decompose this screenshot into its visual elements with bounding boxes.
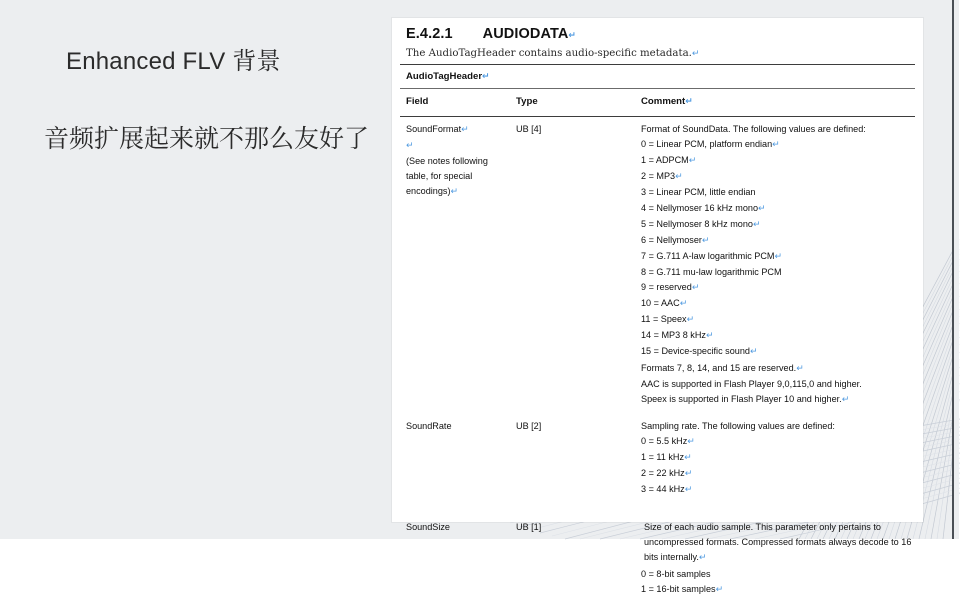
pilcrow-icon: ↵ bbox=[568, 31, 577, 41]
slide-subtitle: 音频扩展起来就不那么友好了 bbox=[44, 124, 370, 153]
pilcrow-icon: ↵ bbox=[684, 485, 693, 496]
table-header-row bbox=[400, 89, 915, 116]
pilcrow-icon: ↵ bbox=[406, 141, 414, 152]
pilcrow-icon: ↵ bbox=[752, 219, 761, 230]
cell-field: SoundRate bbox=[406, 420, 452, 431]
doc-intro-text bbox=[400, 48, 915, 64]
pilcrow-icon: ↵ bbox=[796, 363, 804, 374]
doc-section-title: AUDIODATA bbox=[482, 26, 569, 42]
cell-comment: Size of each audio sample. This parameter only pertains to uncompressed formats. Compressed formats always decode to 16 bits internally.↵ 0 = 8-bit samples 1 = 16-bit samples↵ bbox=[641, 522, 912, 595]
spec-document-panel bbox=[392, 18, 923, 595]
pilcrow-icon: ↵ bbox=[684, 452, 692, 463]
pilcrow-icon: ↵ bbox=[684, 469, 693, 480]
page-title: Enhanced FLV 背景 bbox=[66, 48, 281, 75]
pilcrow-icon: ↵ bbox=[758, 203, 766, 214]
pilcrow-icon: ↵ bbox=[687, 436, 695, 447]
pilcrow-icon: ↵ bbox=[701, 235, 710, 246]
cell-type: UB [2] bbox=[516, 420, 542, 431]
pilcrow-icon: ↵ bbox=[688, 156, 697, 167]
table-row bbox=[400, 515, 915, 603]
column-header-type: Type bbox=[516, 96, 538, 107]
cell-comment: Sampling rate. The following values are defined: 0 = 5.5 kHz↵ 1 = 11 kHz↵ 2 = 22 kHz↵ 3 = 44 kHz↵ bbox=[641, 420, 835, 496]
cell-comment: Format of SoundData. The following values are defined: 0 = Linear PCM, platform endian↵ 1 = ADPCM↵ 2 = MP3↵ 3 = Linear PCM, little endian 4 = Nellymoser 16 kHz mono↵ 5 = Nellymoser 8 kHz mono↵ 6 = Nellymoser↵ 7 = G.711 A-law logarithmic PCM↵ 8 = G.711 mu-law logarithmic PCM 9 = reserved↵ 10 = AAC↵ 11 = Speex↵ 14 = MP3 8 kHz↵ 15 = Device-specific sound↵ Formats 7, 8, 14, and 15 are reserved.↵ AAC is supported in Flash Player 9,0,115,0 and higher. Speex is supported in Flash Player 10 and higher.↵ bbox=[641, 124, 866, 405]
doc-section-number: E.4.2.1 bbox=[406, 26, 453, 42]
slide-right-margin bbox=[954, 0, 959, 539]
pilcrow-icon: ↵ bbox=[774, 251, 783, 262]
pilcrow-icon: ↵ bbox=[705, 331, 714, 342]
table-row bbox=[400, 414, 915, 504]
column-header-field: Field bbox=[406, 96, 429, 107]
pilcrow-icon: ↵ bbox=[675, 172, 683, 183]
pilcrow-icon: ↵ bbox=[482, 72, 490, 82]
column-header-comment: Comment↵ bbox=[641, 96, 693, 107]
pilcrow-icon: ↵ bbox=[685, 97, 693, 107]
pilcrow-icon: ↵ bbox=[686, 315, 695, 326]
pilcrow-icon: ↵ bbox=[461, 125, 469, 136]
cell-type: UB [4] bbox=[516, 124, 542, 135]
cell-field: SoundFormat↵ ↵ (See notes following table, for special encodings)↵ bbox=[406, 124, 488, 198]
pilcrow-icon: ↵ bbox=[715, 584, 724, 595]
pilcrow-icon: ↵ bbox=[841, 394, 850, 405]
doc-section-heading bbox=[400, 18, 915, 48]
pilcrow-icon: ↵ bbox=[749, 347, 758, 358]
cell-field: SoundSize bbox=[406, 522, 450, 533]
spacer bbox=[400, 504, 915, 515]
pilcrow-icon: ↵ bbox=[691, 283, 700, 294]
pilcrow-icon: ↵ bbox=[698, 553, 707, 564]
table-name bbox=[400, 65, 915, 88]
pilcrow-icon: ↵ bbox=[679, 299, 688, 310]
pilcrow-icon: ↵ bbox=[691, 49, 700, 59]
doc-intro-label: The AudioTagHeader contains audio-specific metadata. bbox=[406, 48, 692, 59]
pilcrow-icon: ↵ bbox=[772, 140, 780, 151]
table-name-label: AudioTagHeader bbox=[406, 71, 483, 82]
cell-type: UB [1] bbox=[516, 522, 542, 533]
table-row bbox=[400, 117, 915, 414]
pilcrow-icon: ↵ bbox=[450, 187, 459, 198]
slide-right-edge-rule bbox=[952, 0, 954, 539]
